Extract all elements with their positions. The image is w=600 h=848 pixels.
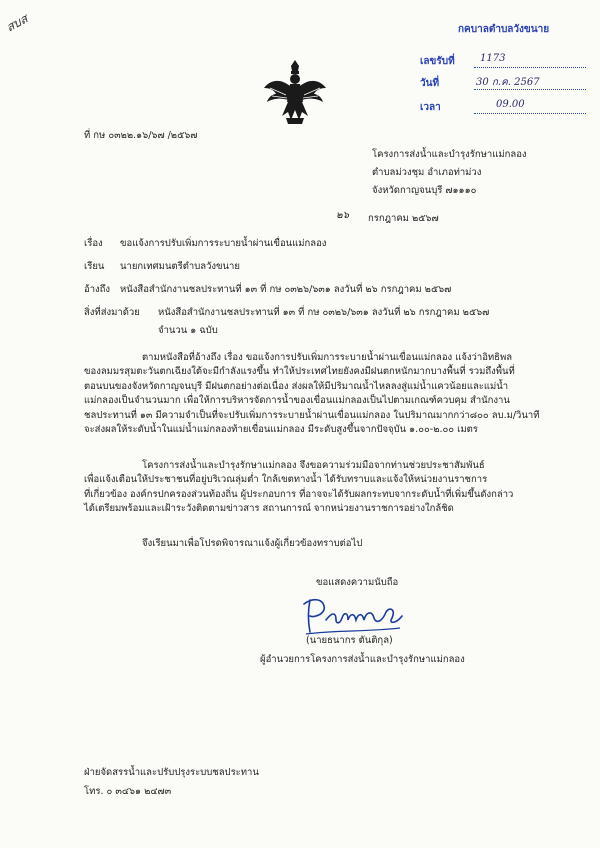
body-line: เพื่อแจ้งเตือนให้ประชาชนที่อยู่บริเวณลุ่มต่ำ ใกล้เขตทางน้ำ ได้รับทราบและแจ้งให้หน่วยงานราชการ [84,474,488,486]
body-line: ที่เกี่ยวข้อง องค์กรปกครองส่วนท้องถิ่น ผู้ประกอบการ ที่อาจจะได้รับผลกระทบจากระดับน้ำที่เพิ่มขึ้นดังกล่าว [84,488,514,500]
subject-text: ขอแจ้งการปรับเพิ่มการระบายน้ำผ่านเขื่อนแม่กลอง [120,238,327,249]
footer-phone: โทร. ๐ ๓๔๖๑ ๒๔๗๓ [84,786,172,797]
stamp-title: กคบาลตำบลวังขนาย [458,24,550,35]
closing-request: จึงเรียนมาเพื่อโปรดพิจารณาแจ้งผู้เกี่ยวข้องทราบต่อไป [142,538,363,549]
signer-name: (นายธนากร ตันติกุล) [306,635,393,646]
date-day-handwritten: ๒๖ [336,210,349,221]
addressee-label: เรียน [84,261,105,272]
receiving-stamp [418,22,596,126]
stamp-received-number: 1173 [480,53,506,64]
addressee-text: นายกเทศมนตรีตำบลวังขนาย [120,261,240,272]
sender-address-line1: ตำบลม่วงชุม อำเภอท่าม่วง [372,167,482,178]
body-line: ชลประทานที่ ๑๓ มีความจำเป็นที่จะปรับเพิ่มการระบายน้ำผ่านเขื่อนแม่กลอง ในปริมาณมากกว่า๘๐๐ ลบ.ม/วินาที [84,409,540,421]
enclosure-label: สิ่งที่ส่งมาด้วย [84,307,140,318]
enclosure-text: หนังสือสำนักงานชลประทานที่ ๑๓ ที่ กษ ๐๓๒๖/๖๓๑ ลงวันที่ ๒๖ กรกฎาคม ๒๕๖๗ [158,307,490,318]
body-line: โครงการส่งน้ำและบำรุงรักษาแม่กลอง จึงขอความร่วมมือจากท่านช่วยประชาสัมพันธ์ [142,460,485,471]
body-line: แม่กลองเป็นจำนวนมาก เพื่อให้การบริหารจัดการน้ำของเขื่อนแม่กลองเป็นไปตามเกณฑ์ควบคุม สำนักงาน [84,395,510,407]
sender-name: โครงการส่งน้ำและบำรุงรักษาแม่กลอง [372,149,527,160]
signer-title: ผู้อำนวยการโครงการส่งน้ำและบำรุงรักษาแม่กลอง [260,654,465,665]
stamp-date-label: วันที่ [420,78,440,89]
body-paragraph-1 [84,351,539,437]
reference-text: หนังสือสำนักงานชลประทานที่ ๑๓ ที่ กษ ๐๓๒๖/๖๓๑ ลงวันที่ ๒๖ กรกฎาคม ๒๕๖๗ [120,284,452,295]
enclosure-count: จำนวน ๑ ฉบับ [158,325,218,336]
reference-label: อ้างถึง [84,284,111,295]
subject-label: เรื่อง [84,238,103,249]
body-line: ของลมมรสุมตะวันตกเฉียงใต้จะมีกำลังแรงขึ้น ทำให้ประเทศไทยยังคงมีฝนตกหนักมากบางพื้นที่ รวมถึงพื้นที่ [84,366,515,378]
reference-number: ที่ กษ ๐๓๒๒.๑๖/๖๗ /๒๕๖๗ [84,130,198,141]
body-paragraph-2 [84,459,513,517]
body-line: ตามหนังสือที่อ้างถึง เรื่อง ขอแจ้งการปรับเพิ่มการระบายน้ำผ่านเขื่อนแม่กลอง แจ้งว่าอิทธิพล [142,352,513,363]
stamp-time-value: 09.00 [496,99,525,110]
stamp-received-label: เลขรับที่ [420,56,455,67]
body-line: ได้เตรียมพร้อมและเฝ้าระวังติดตามข่าวสาร สถานการณ์ จากหน่วยงานราชการอย่างใกล้ชิด [84,503,454,515]
stamp-time-label: เวลา [420,102,441,113]
closing-phrase: ขอแสดงความนับถือ [316,577,399,588]
letter-date: กรกฎาคม ๒๕๖๗ [368,213,439,224]
body-line: จะส่งผลให้ระดับน้ำในแม่น้ำแม่กลองท้ายเขื่อนแม่กลอง มีระดับสูงขึ้นจากปัจจุบัน ๑.๐๐-๒.๐๐ เมตร [84,424,478,436]
garuda-emblem-icon [262,58,328,128]
stamp-date-value: 30 ก.ค. 2567 [476,77,540,88]
body-line: ตอนบนของจังหวัดกาญจนบุรี มีฝนตกอย่างต่อเนื่อง ส่งผลให้มีปริมาณน้ำไหลลงสู่แม่น้ำแควน้อยและแม่น้ำ [84,380,509,392]
footer-department: ฝ่ายจัดสรรน้ำและปรับปรุงระบบชลประทาน [84,767,259,778]
corner-handwritten-note: สบส [3,11,31,35]
sender-address-line2: จังหวัดกาญจนบุรี ๗๑๑๑๐ [372,185,477,196]
handwritten-signature [296,590,416,638]
